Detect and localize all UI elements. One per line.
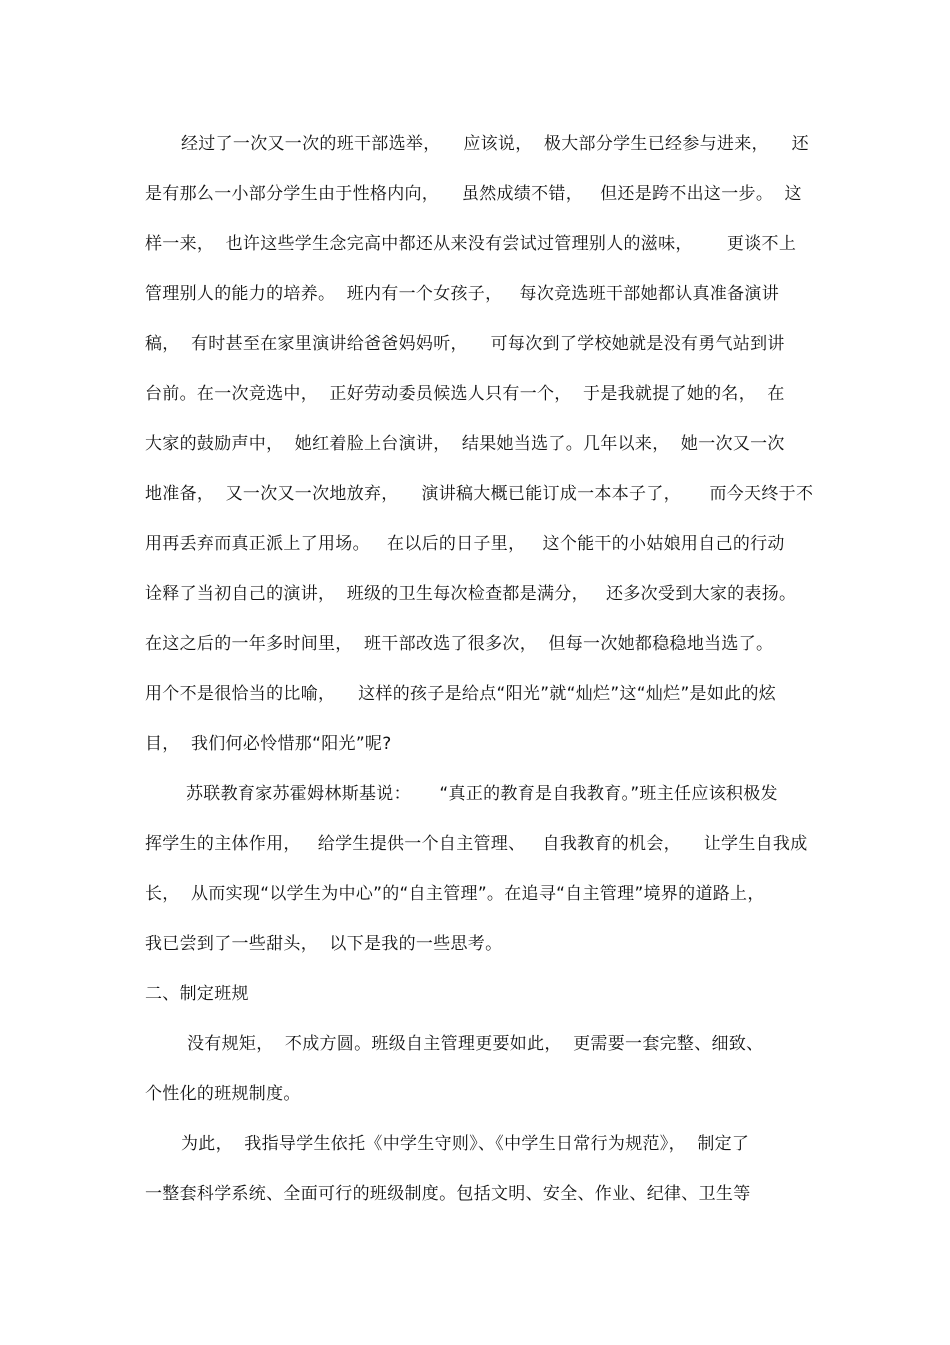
paragraph-line: 用个不是很恰当的比喻， 这样的孩子是给点“阳光”就“灿烂”这“灿烂”是如此的炫 [145, 684, 777, 704]
paragraph-line: 苏联教育家苏霍姆林斯基说： “真正的教育是自我教育。”班主任应该积极发 [186, 784, 778, 804]
paragraph-line: 是有那么一小部分学生由于性格内向， 虽然成绩不错， 但还是跨不出这一步。 这 [145, 184, 802, 204]
paragraph-line: 稿， 有时甚至在家里演讲给爸爸妈妈听， 可每次到了学校她就是没有勇气站到讲 [145, 334, 785, 354]
paragraph-line: 样一来， 也许这些学生念完高中都还从来没有尝试过管理别人的滋味， 更谈不上 [145, 234, 797, 254]
paragraph-line: 为此， 我指导学生依托《中学生守则》、《中学生日常行为规范》， 制定了 [181, 1134, 750, 1154]
paragraph-line: 长， 从而实现“以学生为中心”的“自主管理”。在追寻“自主管理”境界的道路上， [145, 884, 765, 904]
paragraph-line: 台前。在一次竞选中， 正好劳动委员候选人只有一个， 于是我就提了她的名， 在 [145, 384, 785, 404]
paragraph-line: 经过了一次又一次的班干部选举， 应该说， 极大部分学生已经参与进来， 还 [181, 134, 809, 154]
paragraph-line: 个性化的班规制度。 [145, 1084, 301, 1104]
paragraph-line: 挥学生的主体作用， 给学生提供一个自主管理、 自我教育的机会， 让学生自我成 [145, 834, 808, 854]
paragraph-line: 大家的鼓励声中， 她红着脸上台演讲， 结果她当选了。几年以来， 她一次又一次 [145, 434, 785, 454]
paragraph-line: 用再丢弃而真正派上了用场。 在以后的日子里， 这个能干的小姑娘用自己的行动 [145, 534, 785, 554]
paragraph-line: 在这之后的一年多时间里， 班干部改选了很多次， 但每一次她都稳稳地当选了。 [145, 634, 774, 654]
paragraph-line: 没有规矩， 不成方圆。班级自主管理更要如此， 更需要一套完整、细致、 [187, 1034, 764, 1054]
paragraph-line: 一整套科学系统、全面可行的班级制度。包括文明、安全、作业、纪律、卫生等 [145, 1184, 751, 1204]
paragraph-line: 我已尝到了一些甜头， 以下是我的一些思考。 [145, 934, 503, 954]
paragraph-line: 目， 我们何必怜惜那“阳光”呢? [145, 734, 392, 754]
paragraph-line: 地准备， 又一次又一次地放弃， 演讲稿大概已能订成一本本子了， 而今天终于不 [145, 484, 814, 504]
paragraph-line: 诠释了当初自己的演讲， 班级的卫生每次检查都是满分， 还多次受到大家的表扬。 [145, 584, 797, 604]
section-heading: 二、制定班规 [145, 984, 249, 1004]
paragraph-line: 管理别人的能力的培养。 班内有一个女孩子， 每次竞选班干部她都认真准备演讲 [145, 284, 780, 304]
